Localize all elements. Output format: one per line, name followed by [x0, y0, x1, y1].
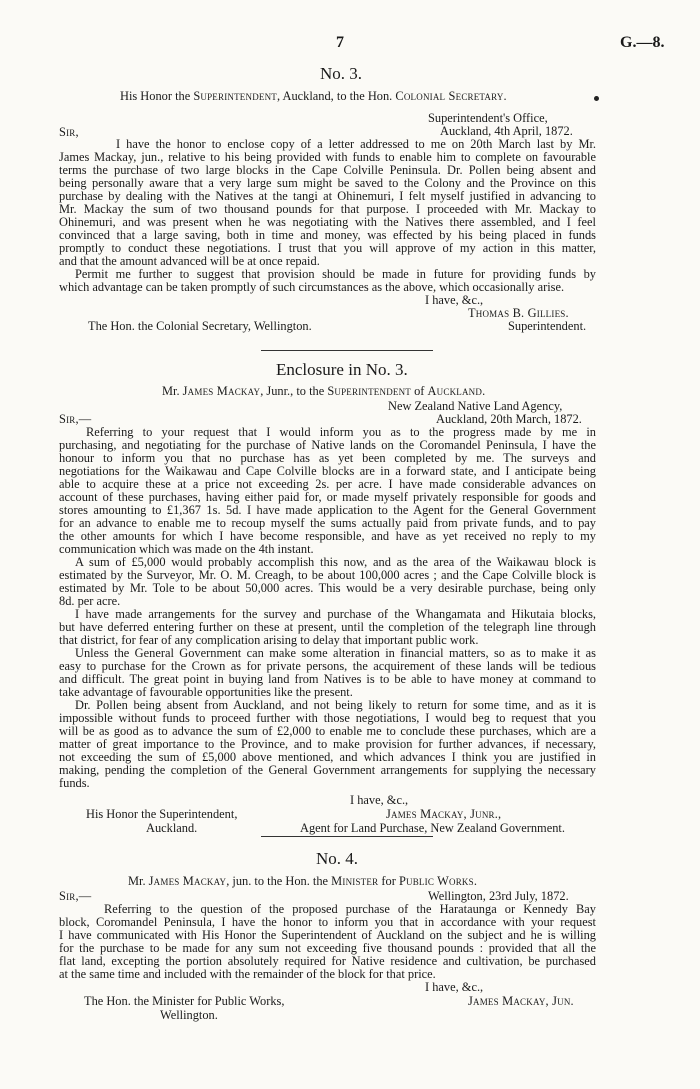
- enclosure-line: that district, for fear of any complication arising to delay that important public work.: [59, 634, 479, 647]
- letter-4-line: flat land, excepting the portion absolutely required for Native residence and cultivation, be purchased: [59, 955, 596, 968]
- letter-3-line: James Mackay, jun., relative to his being provided with funds to enable him to complete on favourable: [59, 151, 596, 164]
- letter-4-closing: I have, &c.,: [425, 980, 484, 994]
- letter-3-closing: I have, &c.,: [425, 293, 484, 307]
- enclosure-line: will be as good as to advance the sum of £2,000 to enable me to conclude these purchases, which are a: [59, 725, 596, 738]
- enclosure-line: matter of great importance to the Province, and to make provision for further advances, if necessary,: [59, 738, 596, 751]
- letter-3-signature: Thomas B. Gillies.: [468, 306, 569, 320]
- letter-4-date: Wellington, 23rd July, 1872.: [428, 889, 569, 903]
- letter-3-line: I have the honor to enclose copy of a letter addressed to me on 20th March last by Mr.: [116, 138, 596, 151]
- letter-4-line: block, Coromandel Peninsula, I have the honor to inform you that in accordance with your request: [59, 916, 596, 929]
- enclosure-signature: James Mackay, Junr.,: [386, 807, 502, 821]
- enclosure-line: making, pending the completion of the General Government arrangements for supplying the necessary: [59, 764, 596, 777]
- enclosure-title: Enclosure in No. 3.: [276, 360, 408, 379]
- enclosure-agency: New Zealand Native Land Agency,: [388, 399, 563, 413]
- enclosure-closing: I have, &c.,: [350, 793, 409, 807]
- enclosure-signature-title: Agent for Land Purchase, New Zealand Government.: [300, 821, 565, 835]
- letter-4-route: Mr. James Mackay, jun. to the Hon. the Minister for Public Works.: [128, 874, 477, 888]
- enclosure-line: Unless the General Government can make some alteration in financial matters, so as to make it as: [75, 647, 596, 660]
- enclosure-line: impossible without funds to proceed further with those negotiations, I would beg to request that you: [59, 712, 596, 725]
- letter-3-line: and that the amount advanced will be at once repaid.: [59, 255, 320, 268]
- enclosure-date: Auckland, 20th March, 1872.: [436, 412, 582, 426]
- letter-3-route: His Honor the Superintendent, Auckland, to the Hon. Colonial Secretary.: [120, 89, 507, 103]
- letter-3-title: No. 3.: [320, 64, 363, 83]
- document-reference: G.—8.: [620, 34, 665, 51]
- letter-3-salutation: Sir,: [59, 125, 79, 139]
- letter-3-line: Ohinemuri, and was present when he was negotiating with the Natives there assembled, and I feel: [59, 216, 596, 229]
- enclosure-line: Dr. Pollen being absent from Auckland, and not being likely to return for some time, and as it is: [75, 699, 596, 712]
- letter-3-line: Mr. Mackay the sum of two thousand pounds for that purpose. I proceeded with Mr. Mackay to: [59, 203, 596, 216]
- enclosure-line: and difficult. The great point in buying land from Natives is to be able to have money at command to: [59, 673, 596, 686]
- letter-4-line: at the same time and included with the remainder of the block for that price.: [59, 968, 436, 981]
- letter-3-line: purchase by dealing with the Natives at the tangi at Ohinemuri, I felt myself justified in advancing to: [59, 190, 596, 203]
- enclosure-salutation: Sir,—: [59, 412, 92, 426]
- letter-4-addressee: The Hon. the Minister for Public Works,: [84, 994, 285, 1008]
- letter-4-line: I have communicated with His Honor the Superintendent of Auckland on the subject and he is willing: [59, 929, 596, 942]
- enclosure-line: able to acquire these at a price not exceeding 2s. per acre. I have made considerable advances on: [59, 478, 596, 491]
- ink-dot: [594, 96, 599, 101]
- letter-4-line: Referring to the question of the proposed purchase of the Harataunga or Kennedy Bay: [104, 903, 596, 916]
- enclosure-line: but have deferred entering further on these at present, until the completion of the telegraph line through: [59, 621, 596, 634]
- letter-3-line: terms the purchase of two large blocks in the Cape Colville Peninsula. Dr. Pollen being absent and: [59, 164, 596, 177]
- letter-4-signature: James Mackay, Jun.: [468, 994, 574, 1008]
- letter-3-addressee: The Hon. the Colonial Secretary, Wellington.: [88, 319, 312, 333]
- enclosure-line: for an advance to enable me to recoup myself the sums actually paid from private funds, and to pay: [59, 517, 596, 530]
- letter-3-office: Superintendent's Office,: [428, 111, 548, 125]
- enclosure-line: honour to inform you that no purchase has as yet been completed by me. The surveys and: [59, 452, 596, 465]
- enclosure-line: communication which was made on the 4th instant.: [59, 543, 314, 556]
- letter-3-line: which advantage can be taken promptly of such circumstances as the above, which occasionally arise.: [59, 281, 565, 294]
- enclosure-addressee-city: Auckland.: [146, 821, 198, 835]
- letter-3-line: convinced that a large saving, both in time and money, was effected by his being placed in funds: [59, 229, 596, 242]
- enclosure-line: funds.: [59, 777, 90, 790]
- enclosure-line: A sum of £5,000 would probably accomplish this now, and as the area of the Waikawau block is: [75, 556, 596, 569]
- enclosure-line: purchasing, and negotiating for the purchase of Native lands on the Coromandel Peninsula, I have the: [59, 439, 596, 452]
- letter-3-line: being personally aware that a very large sum might be saved to the Colony and the Province on this: [59, 177, 596, 190]
- section-divider: [261, 836, 433, 837]
- section-divider: [261, 350, 433, 351]
- enclosure-line: account of these purchases, having either paid for, or made myself privately responsible for goods and: [59, 491, 596, 504]
- enclosure-line: Referring to your request that I would inform you as to the progress made by me in: [86, 426, 596, 439]
- enclosure-line: estimated by the Surveyor, Mr. O. M. Creagh, to be about 100,000 acres ; and the Cape Colville block is: [59, 569, 596, 582]
- letter-4-title: No. 4.: [316, 849, 359, 868]
- letter-4-addressee-city: Wellington.: [160, 1008, 218, 1022]
- enclosure-addressee: His Honor the Superintendent,: [86, 807, 238, 821]
- enclosure-line: negotiations for the Waikawau and Cape Colville blocks are in a forward state, and I anticipate being: [59, 465, 596, 478]
- enclosure-line: not exceeding the sum of £5,000 above mentioned, and which advances I think you are justified in: [59, 751, 596, 764]
- enclosure-line: I have made arrangements for the survey and purchase of the Whangamata and Hikutaia blocks,: [75, 608, 596, 621]
- enclosure-line: the other amounts for which I have become responsible, and have as yet received no reply to my: [59, 530, 596, 543]
- letter-4-salutation: Sir,—: [59, 889, 92, 903]
- letter-3-line: promptly to conduct these negotiations. I trust that you will approve of my action in this matter,: [59, 242, 596, 255]
- enclosure-line: estimated by Mr. Tole to be about 50,000 acres. This would be a very desirable purchase, being only: [59, 582, 596, 595]
- letter-4-line: for the purchase to be made for any sum not exceeding five thousand pounds : provided that all the: [59, 942, 596, 955]
- enclosure-line: easy to purchase for the Crown as for private persons, the acquirement of these lands will be tedious: [59, 660, 596, 673]
- enclosure-route: Mr. James Mackay, Junr., to the Superintendent of Auckland.: [162, 384, 486, 398]
- letter-3-date: Auckland, 4th April, 1872.: [440, 124, 573, 138]
- enclosure-line: stores amounting to £1,367 1s. 5d. I have made application to the Agent for the General Government: [59, 504, 596, 517]
- enclosure-line: take advantage of favourable opportunities like the present.: [59, 686, 353, 699]
- enclosure-line: 8d. per acre.: [59, 595, 121, 608]
- letter-3-signature-title: Superintendent.: [508, 319, 587, 333]
- page-number: 7: [336, 34, 344, 51]
- letter-3-line: Permit me further to suggest that provision should be made in future for providing funds by: [75, 268, 596, 281]
